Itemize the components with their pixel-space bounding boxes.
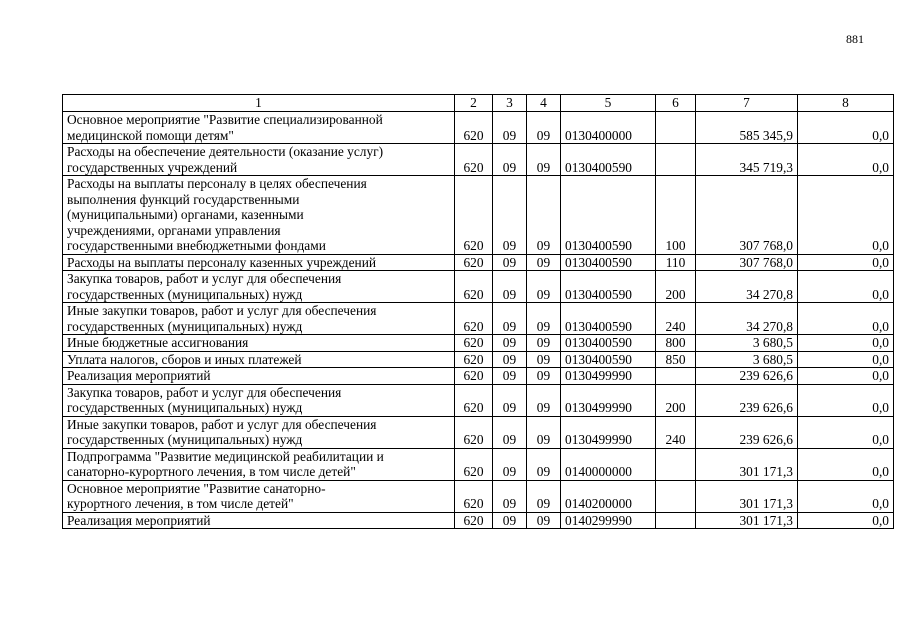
- expense-type-cell: [656, 448, 696, 480]
- ministry-code-cell: 620: [455, 112, 493, 144]
- amount-cell: 301 171,3: [696, 512, 798, 529]
- expense-type-cell: [656, 144, 696, 176]
- amount-cell: 239 626,6: [696, 368, 798, 385]
- amount-cell: 345 719,3: [696, 144, 798, 176]
- table-row: [63, 416, 894, 448]
- section-code-cell: 09: [493, 303, 527, 335]
- expense-type-cell: [656, 512, 696, 529]
- header-row: [63, 95, 894, 112]
- amount-secondary-cell: 0,0: [798, 271, 894, 303]
- header-cell: 5: [561, 95, 656, 112]
- subsection-code-cell: 09: [527, 368, 561, 385]
- section-code-cell: 09: [493, 144, 527, 176]
- amount-cell: 34 270,8: [696, 303, 798, 335]
- table-row: [63, 480, 894, 512]
- subsection-code-cell: 09: [527, 303, 561, 335]
- amount-cell: 585 345,9: [696, 112, 798, 144]
- subsection-code-cell: 09: [527, 512, 561, 529]
- ministry-code-cell: 620: [455, 512, 493, 529]
- subsection-code-cell: 09: [527, 254, 561, 271]
- row-name-cell: Закупка товаров, работ и услуг для обеспечения государственных (муниципальных) нужд: [63, 271, 455, 303]
- header-cell: 3: [493, 95, 527, 112]
- row-name-cell: Расходы на выплаты персоналу в целях обеспечения выполнения функций государственными (муниципальными) органами, казенными учреждениями, органами управления государственными внебюджетными фондами: [63, 176, 455, 255]
- amount-secondary-cell: 0,0: [798, 416, 894, 448]
- row-name-cell: Расходы на выплаты персоналу казенных учреждений: [63, 254, 455, 271]
- ministry-code-cell: 620: [455, 176, 493, 255]
- target-article-cell: 0130499990: [561, 384, 656, 416]
- expense-type-cell: 850: [656, 351, 696, 368]
- section-code-cell: 09: [493, 351, 527, 368]
- amount-cell: 307 768,0: [696, 176, 798, 255]
- expense-type-cell: [656, 368, 696, 385]
- row-name-cell: Основное мероприятие "Развитие специализированной медицинской помощи детям": [63, 112, 455, 144]
- table-row: [63, 176, 894, 255]
- subsection-code-cell: 09: [527, 384, 561, 416]
- table-row: [63, 112, 894, 144]
- row-name-cell: Закупка товаров, работ и услуг для обеспечения государственных (муниципальных) нужд: [63, 384, 455, 416]
- target-article-cell: 0130400590: [561, 271, 656, 303]
- expense-type-cell: 100: [656, 176, 696, 255]
- table-row: [63, 144, 894, 176]
- expense-type-cell: 240: [656, 303, 696, 335]
- ministry-code-cell: 620: [455, 351, 493, 368]
- amount-secondary-cell: 0,0: [798, 335, 894, 352]
- table-row: [63, 271, 894, 303]
- row-name-cell: Основное мероприятие "Развитие санаторно- курортного лечения, в том числе детей": [63, 480, 455, 512]
- header-cell: 1: [63, 95, 455, 112]
- target-article-cell: 0130499990: [561, 416, 656, 448]
- section-code-cell: 09: [493, 254, 527, 271]
- section-code-cell: 09: [493, 271, 527, 303]
- ministry-code-cell: 620: [455, 303, 493, 335]
- page-number: 881: [846, 32, 864, 46]
- section-code-cell: 09: [493, 384, 527, 416]
- header-cell: 4: [527, 95, 561, 112]
- amount-cell: 239 626,6: [696, 416, 798, 448]
- expense-type-cell: 200: [656, 384, 696, 416]
- table-row: [63, 448, 894, 480]
- amount-secondary-cell: 0,0: [798, 368, 894, 385]
- amount-secondary-cell: 0,0: [798, 351, 894, 368]
- expense-type-cell: 110: [656, 254, 696, 271]
- header-cell: 2: [455, 95, 493, 112]
- subsection-code-cell: 09: [527, 176, 561, 255]
- ministry-code-cell: 620: [455, 254, 493, 271]
- amount-cell: 301 171,3: [696, 480, 798, 512]
- section-code-cell: 09: [493, 112, 527, 144]
- target-article-cell: 0130400590: [561, 144, 656, 176]
- expense-type-cell: 800: [656, 335, 696, 352]
- table-row: [63, 512, 894, 529]
- table-row: [63, 351, 894, 368]
- amount-cell: 3 680,5: [696, 351, 798, 368]
- subsection-code-cell: 09: [527, 416, 561, 448]
- section-code-cell: 09: [493, 512, 527, 529]
- section-code-cell: 09: [493, 416, 527, 448]
- target-article-cell: 0130400590: [561, 176, 656, 255]
- target-article-cell: 0130400590: [561, 351, 656, 368]
- expense-type-cell: 240: [656, 416, 696, 448]
- target-article-cell: 0140299990: [561, 512, 656, 529]
- ministry-code-cell: 620: [455, 480, 493, 512]
- subsection-code-cell: 09: [527, 144, 561, 176]
- target-article-cell: 0130499990: [561, 368, 656, 385]
- amount-secondary-cell: 0,0: [798, 480, 894, 512]
- row-name-cell: Иные закупки товаров, работ и услуг для обеспечения государственных (муниципальных) нужд: [63, 303, 455, 335]
- section-code-cell: 09: [493, 480, 527, 512]
- subsection-code-cell: 09: [527, 271, 561, 303]
- expense-type-cell: 200: [656, 271, 696, 303]
- target-article-cell: 0140200000: [561, 480, 656, 512]
- amount-cell: 307 768,0: [696, 254, 798, 271]
- subsection-code-cell: 09: [527, 112, 561, 144]
- ministry-code-cell: 620: [455, 144, 493, 176]
- target-article-cell: 0130400590: [561, 254, 656, 271]
- amount-secondary-cell: 0,0: [798, 254, 894, 271]
- table-row: [63, 335, 894, 352]
- header-cell: 6: [656, 95, 696, 112]
- subsection-code-cell: 09: [527, 480, 561, 512]
- amount-secondary-cell: 0,0: [798, 144, 894, 176]
- subsection-code-cell: 09: [527, 448, 561, 480]
- table-row: [63, 368, 894, 385]
- row-name-cell: Подпрограмма "Развитие медицинской реабилитации и санаторно-курортного лечения, в том числе детей": [63, 448, 455, 480]
- expense-type-cell: [656, 480, 696, 512]
- row-name-cell: Уплата налогов, сборов и иных платежей: [63, 351, 455, 368]
- section-code-cell: 09: [493, 448, 527, 480]
- subsection-code-cell: 09: [527, 335, 561, 352]
- amount-cell: 301 171,3: [696, 448, 798, 480]
- amount-secondary-cell: 0,0: [798, 448, 894, 480]
- expense-type-cell: [656, 112, 696, 144]
- target-article-cell: 0130400590: [561, 335, 656, 352]
- section-code-cell: 09: [493, 368, 527, 385]
- header-cell: 8: [798, 95, 894, 112]
- row-name-cell: Расходы на обеспечение деятельности (оказание услуг) государственных учреждений: [63, 144, 455, 176]
- target-article-cell: 0130400590: [561, 303, 656, 335]
- table-row: [63, 303, 894, 335]
- amount-secondary-cell: 0,0: [798, 384, 894, 416]
- section-code-cell: 09: [493, 176, 527, 255]
- target-article-cell: 0130400000: [561, 112, 656, 144]
- amount-secondary-cell: 0,0: [798, 112, 894, 144]
- table-row: [63, 384, 894, 416]
- amount-secondary-cell: 0,0: [798, 176, 894, 255]
- row-name-cell: Иные закупки товаров, работ и услуг для обеспечения государственных (муниципальных) нужд: [63, 416, 455, 448]
- amount-cell: 239 626,6: [696, 384, 798, 416]
- section-code-cell: 09: [493, 335, 527, 352]
- header-cell: 7: [696, 95, 798, 112]
- budget-table: [62, 94, 894, 529]
- table-body: [63, 112, 894, 529]
- ministry-code-cell: 620: [455, 416, 493, 448]
- ministry-code-cell: 620: [455, 384, 493, 416]
- amount-secondary-cell: 0,0: [798, 512, 894, 529]
- ministry-code-cell: 620: [455, 368, 493, 385]
- row-name-cell: Иные бюджетные ассигнования: [63, 335, 455, 352]
- row-name-cell: Реализация мероприятий: [63, 368, 455, 385]
- ministry-code-cell: 620: [455, 335, 493, 352]
- amount-secondary-cell: 0,0: [798, 303, 894, 335]
- target-article-cell: 0140000000: [561, 448, 656, 480]
- subsection-code-cell: 09: [527, 351, 561, 368]
- amount-cell: 34 270,8: [696, 271, 798, 303]
- ministry-code-cell: 620: [455, 271, 493, 303]
- ministry-code-cell: 620: [455, 448, 493, 480]
- table-row: [63, 254, 894, 271]
- amount-cell: 3 680,5: [696, 335, 798, 352]
- row-name-cell: Реализация мероприятий: [63, 512, 455, 529]
